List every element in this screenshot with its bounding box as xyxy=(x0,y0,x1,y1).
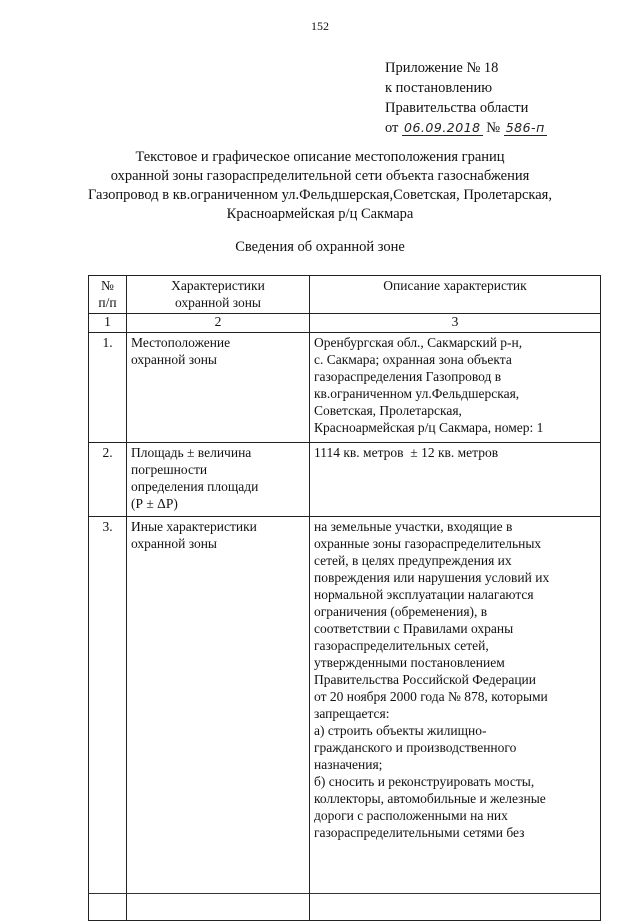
row-description xyxy=(310,443,601,517)
text-line: определения площади xyxy=(131,479,259,494)
title-line-4: Красноармейская р/ц Сакмара xyxy=(226,206,414,222)
handwritten-date: 06.09.2018 xyxy=(404,120,481,135)
text-line: б) сносить и реконструировать мосты, xyxy=(314,774,535,789)
table-row xyxy=(89,443,601,517)
header-num xyxy=(89,276,127,314)
appendix-date-line xyxy=(385,118,547,138)
text-line: газораспределительными сетями без xyxy=(314,825,525,840)
text-line: Оренбургская обл., Сакмарский р-н, xyxy=(314,335,523,350)
table-index-row xyxy=(89,314,601,333)
text-line: газораспределения Газопровод в xyxy=(314,369,502,384)
text-line: коллекторы, автомобильные и железные xyxy=(314,791,546,806)
text-line: Советская, Пролетарская, xyxy=(314,403,462,418)
appendix-line-1: Приложение № 18 xyxy=(385,60,499,76)
title-line-3: Газопровод в кв.ограниченном ул.Фельдшерская,Советская, Пролетарская, xyxy=(88,187,552,203)
text-line: соответствии с Правилами охраны xyxy=(314,621,514,636)
table-row xyxy=(89,333,601,443)
header-num-line-1: № xyxy=(101,278,114,293)
index-cell: 3 xyxy=(310,314,601,333)
from-label: от xyxy=(385,120,399,136)
text-line: Красноармейская р/ц Сакмара, номер: 1 xyxy=(314,420,544,435)
text-line: погрешности xyxy=(131,462,208,477)
text-line: ограничения (обременения), в xyxy=(314,604,488,619)
text-line: сетей, в целях предупреждения их xyxy=(314,553,512,568)
row-description xyxy=(310,333,601,443)
text-line: охранной зоны xyxy=(131,352,218,367)
table-row xyxy=(89,517,601,921)
text-line: охранной зоны xyxy=(131,536,218,551)
text-line: запрещается: xyxy=(314,706,390,721)
header-num-line-2: п/п xyxy=(98,295,117,310)
text-line: нормальной эксплуатации налагаются xyxy=(314,587,534,602)
title-line-1: Текстовое и графическое описание местоположения границ xyxy=(135,149,505,165)
text-line: Площадь ± величина xyxy=(131,445,252,460)
index-cell: 2 xyxy=(127,314,310,333)
document-title xyxy=(0,148,640,224)
appendix-line-3: Правительства области xyxy=(385,100,529,116)
text-line: Местоположение xyxy=(131,335,231,350)
header-characteristic-line-1: Характеристики xyxy=(171,278,265,293)
page-number: 152 xyxy=(311,19,329,33)
row-description xyxy=(310,517,601,921)
row-characteristic xyxy=(127,517,310,921)
text-line: Иные характеристики xyxy=(131,519,257,534)
header-description: Описание характеристик xyxy=(310,276,601,314)
zone-table xyxy=(88,275,601,921)
row-characteristic xyxy=(127,443,310,517)
text-line: охранные зоны газораспределительных xyxy=(314,536,542,551)
text-line: от 20 ноября 2000 года № 878, которыми xyxy=(314,689,548,704)
index-cell: 1 xyxy=(89,314,127,333)
text-line: 1114 кв. метров ± 12 кв. метров xyxy=(314,445,499,460)
title-line-2: охранной зоны газораспределительной сети объекта газоснабжения xyxy=(110,168,530,184)
text-line: назначения; xyxy=(314,757,383,772)
header-characteristic-line-2: охранной зоны xyxy=(174,295,261,310)
appendix-line-2: к постановлению xyxy=(385,80,493,96)
text-line: кв.ограниченном ул.Фельдшерская, xyxy=(314,386,520,401)
text-line: на земельные участки, входящие в xyxy=(314,519,513,534)
section-subtitle: Сведения об охранной зоне xyxy=(235,239,405,255)
text-line: Правительства Российской Федерации xyxy=(314,672,536,687)
text-line: утвержденными постановлением xyxy=(314,655,505,670)
number-label: № xyxy=(486,120,501,136)
handwritten-number: 586-п xyxy=(505,120,545,135)
header-characteristic xyxy=(127,276,310,314)
text-line: газораспределительных сетей, xyxy=(314,638,489,653)
text-line: с. Сакмара; охранная зона объекта xyxy=(314,352,512,367)
row-number: 2. xyxy=(89,443,127,517)
row-characteristic xyxy=(127,333,310,443)
table-bottom-border xyxy=(88,893,600,894)
text-line: а) строить объекты жилищно- xyxy=(314,723,487,738)
text-line: повреждения или нарушения условий их xyxy=(314,570,550,585)
text-line: гражданского и производственного xyxy=(314,740,517,755)
appendix-block xyxy=(385,58,547,138)
text-line: дороги с расположенными на них xyxy=(314,808,508,823)
table-header-row xyxy=(89,276,601,314)
text-line: (Р ± ΔР) xyxy=(131,496,178,511)
row-number: 3. xyxy=(89,517,127,921)
row-number: 1. xyxy=(89,333,127,443)
